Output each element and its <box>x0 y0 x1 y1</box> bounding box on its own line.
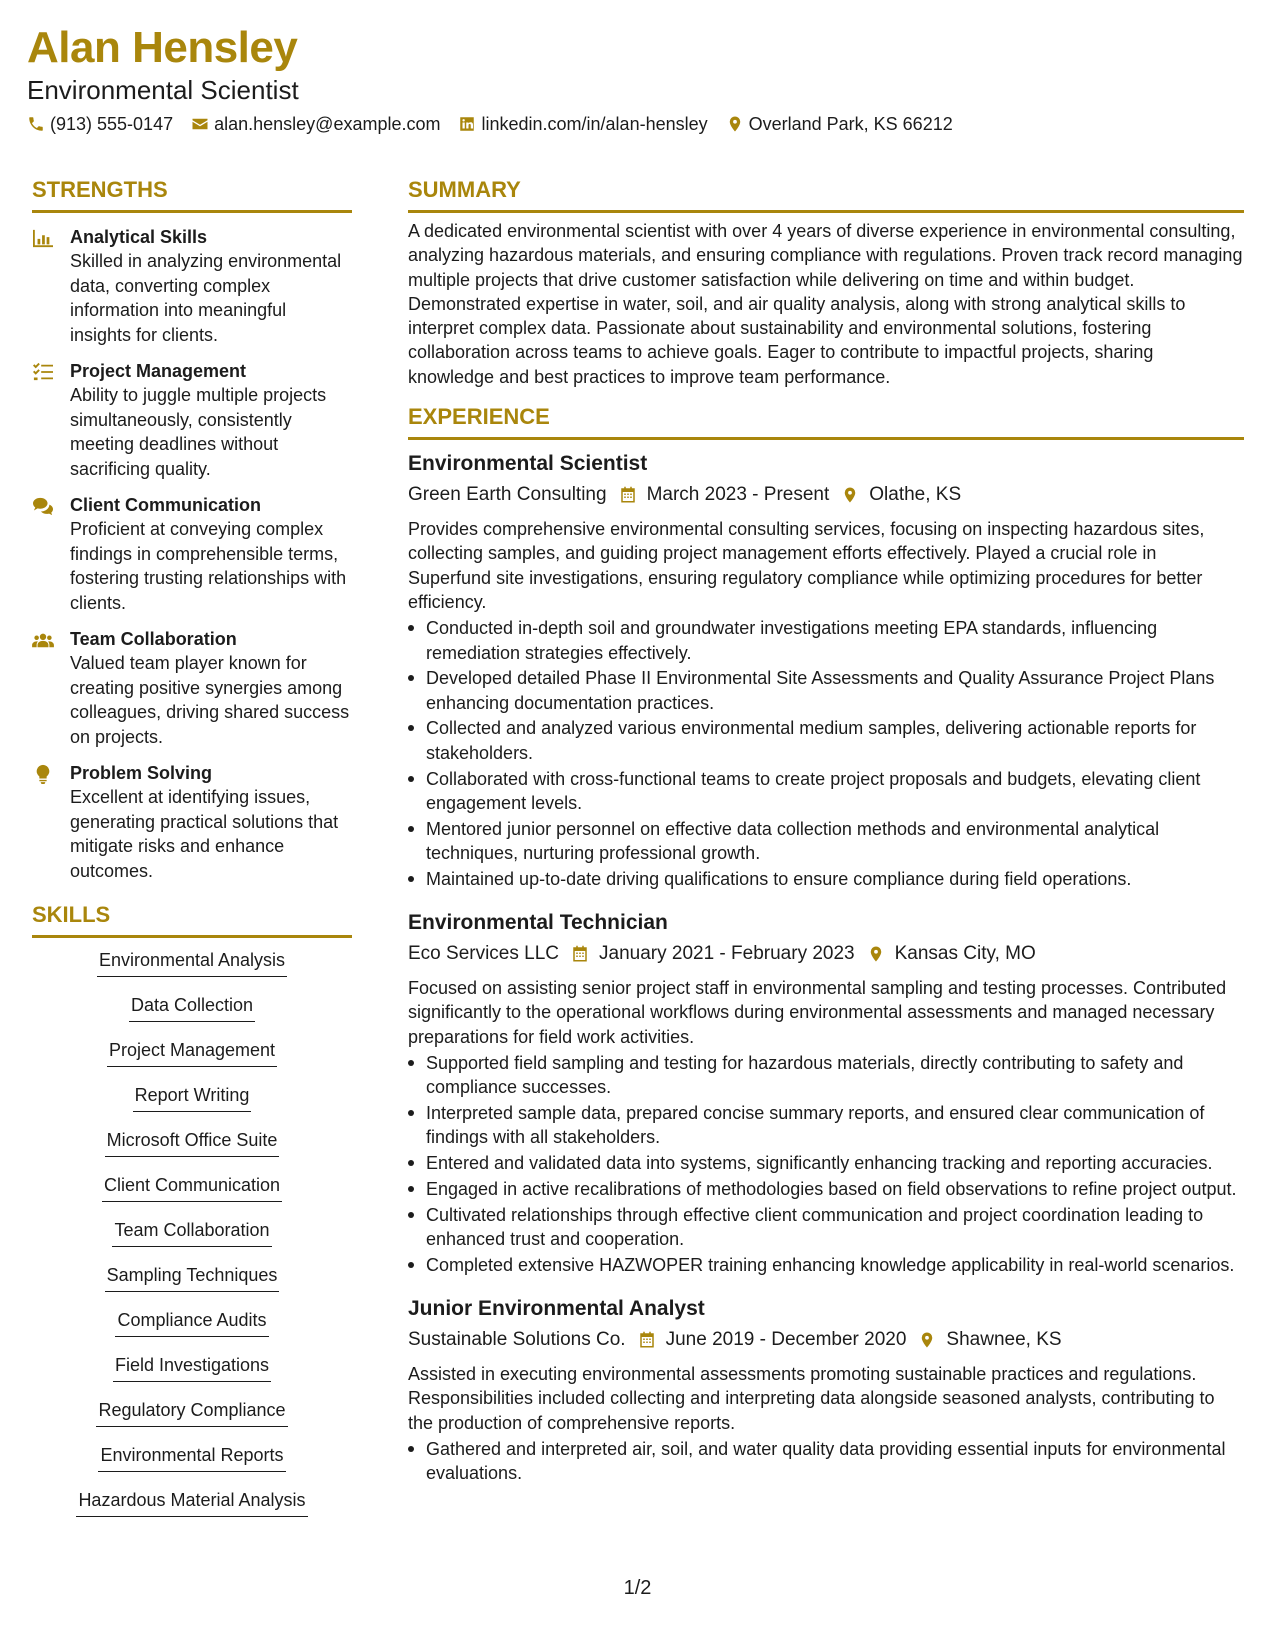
contact-bar <box>27 112 971 136</box>
skill-item <box>32 1443 352 1488</box>
skill-label: Regulatory Compliance <box>96 1398 287 1427</box>
calendar-icon <box>638 1331 656 1349</box>
bullet-item: Conducted in-depth soil and groundwater investigations meeting EPA standards, influencing remediation strategies effectively. <box>408 616 1244 665</box>
location-text: Overland Park, KS 66212 <box>748 114 953 134</box>
skill-label: Team Collaboration <box>112 1218 271 1247</box>
bullet-item: Completed extensive HAZWOPER training enhancing knowledge applicability in real-world scenarios. <box>408 1253 1244 1277</box>
job-dates: January 2021 - February 2023 <box>599 943 855 965</box>
envelope-icon <box>191 115 209 133</box>
bullet-item: Cultivated relationships through effective client communication and project coordination leading to enhanced trust and cooperation. <box>408 1203 1244 1252</box>
skill-item <box>32 948 352 993</box>
skill-item <box>32 1263 352 1308</box>
skill-item <box>32 1218 352 1263</box>
strength-item <box>32 359 352 481</box>
job-description: Assisted in executing environmental assessments promoting sustainable practices and regulations. Responsibilities included collecting and interpreting data alongside seasoned analysts, contributing to the production of comprehensive reports. <box>408 1364 1215 1433</box>
calendar-icon <box>571 945 589 963</box>
strength-title: Project Management <box>70 361 247 381</box>
contact-phone[interactable] <box>27 112 173 136</box>
experience-heading: EXPERIENCE <box>408 403 1244 440</box>
bullet-item: Supported field sampling and testing for hazardous materials, directly contributing to safety and compliance successes. <box>408 1051 1244 1100</box>
strength-item <box>32 225 352 347</box>
job-title: Environmental Scientist <box>408 452 648 476</box>
strength-title: Analytical Skills <box>70 227 208 247</box>
checklist-icon <box>32 362 54 382</box>
experience-section <box>408 403 1244 1486</box>
skill-item <box>32 1308 352 1353</box>
strength-desc: Ability to juggle multiple projects simultaneously, consistently meeting deadlines without sacrificing quality. <box>70 385 327 479</box>
chat-bubbles-icon <box>32 496 54 516</box>
calendar-icon <box>619 486 637 504</box>
job-entry <box>408 1295 1244 1485</box>
skill-label: Environmental Analysis <box>97 948 287 977</box>
bullet-item: Developed detailed Phase II Environmental Site Assessments and Quality Assurance Project Plans enhancing documentation practices. <box>408 666 1244 715</box>
skill-label: Report Writing <box>133 1083 252 1112</box>
job-company: Eco Services LLC <box>408 943 560 965</box>
linkedin-icon <box>458 115 476 133</box>
skills-section <box>32 901 352 1533</box>
skill-label: Project Management <box>107 1038 277 1067</box>
skill-label: Sampling Techniques <box>105 1263 280 1292</box>
skill-label: Compliance Audits <box>115 1308 268 1337</box>
strengths-heading: STRENGTHS <box>32 176 352 213</box>
strength-item <box>32 627 352 749</box>
strength-item <box>32 761 352 883</box>
job-description: Provides comprehensive environmental consulting services, focusing on inspecting hazardous sites, collecting samples, and guiding project management efforts effectively. Played a crucial role in Superfund site investigations, ensuring regulatory compliance while optimizing procedures for better efficiency. <box>408 519 1205 612</box>
skill-item <box>32 1398 352 1443</box>
job-location: Olathe, KS <box>869 484 962 506</box>
bullet-item: Gathered and interpreted air, soil, and water quality data providing essential inputs for environmental evaluations. <box>408 1437 1244 1486</box>
map-pin-icon <box>841 486 859 504</box>
job-dates: June 2019 - December 2020 <box>665 1329 907 1351</box>
right-column <box>408 176 1244 1487</box>
job-meta <box>408 1326 1244 1354</box>
strength-desc: Skilled in analyzing environmental data, converting complex information into meaningful insights for clients. <box>70 251 342 345</box>
skill-label: Hazardous Material Analysis <box>76 1488 307 1517</box>
job-entry <box>408 909 1244 1277</box>
strength-title: Problem Solving <box>70 763 213 783</box>
summary-heading: SUMMARY <box>408 176 1244 213</box>
skill-label: Environmental Reports <box>98 1443 285 1472</box>
job-entry <box>408 450 1244 891</box>
strength-desc: Valued team player known for creating positive synergies among colleagues, driving shared success on projects. <box>70 653 350 747</box>
skills-heading: SKILLS <box>32 901 352 938</box>
email-text: alan.hensley@example.com <box>214 114 441 134</box>
job-bullets <box>408 616 1244 891</box>
map-pin-icon <box>918 1331 936 1349</box>
candidate-name: Alan Hensley <box>27 23 298 72</box>
job-company: Green Earth Consulting <box>408 484 607 506</box>
lightbulb-icon <box>32 764 54 784</box>
skill-item <box>32 1173 352 1218</box>
job-company: Sustainable Solutions Co. <box>408 1329 626 1351</box>
strength-desc: Excellent at identifying issues, generating practical solutions that mitigate risks and enhance outcomes. <box>70 787 339 881</box>
job-description: Focused on assisting senior project staff in environmental sampling and testing processes. Contributed significantly to the operational workflows during environmental assessments and managed necessary preparations for field work activities. <box>408 978 1227 1047</box>
job-location: Shawnee, KS <box>946 1329 1062 1351</box>
strength-desc: Proficient at conveying complex findings in comprehensible terms, fostering trusting relationships with clients. <box>70 519 347 613</box>
phone-text: (913) 555-0147 <box>50 114 174 134</box>
candidate-title: Environmental Scientist <box>27 75 299 105</box>
job-title: Junior Environmental Analyst <box>408 1297 705 1321</box>
job-location: Kansas City, MO <box>894 943 1036 965</box>
bar-chart-icon <box>32 228 54 248</box>
users-icon <box>32 630 54 650</box>
job-meta <box>408 481 1244 509</box>
skill-label: Field Investigations <box>113 1353 271 1382</box>
skills-list <box>32 948 352 1533</box>
map-pin-icon <box>726 115 744 133</box>
skill-label: Data Collection <box>129 993 255 1022</box>
page-number: 1/2 <box>623 1577 652 1599</box>
job-dates: March 2023 - Present <box>646 484 830 506</box>
job-meta <box>408 940 1244 968</box>
job-bullets <box>408 1051 1244 1277</box>
skill-item <box>32 993 352 1038</box>
linkedin-text: linkedin.com/in/alan-hensley <box>481 114 708 134</box>
bullet-item: Entered and validated data into systems, significantly enhancing tracking and reporting accuracies. <box>408 1151 1244 1175</box>
skill-item <box>32 1353 352 1398</box>
bullet-item: Mentored junior personnel on effective data collection methods and environmental analytical techniques, nurturing professional growth. <box>408 817 1244 866</box>
contact-email[interactable] <box>191 112 440 136</box>
phone-icon <box>27 115 45 133</box>
bullet-item: Collaborated with cross-functional teams to create project proposals and budgets, elevating client engagement levels. <box>408 767 1244 816</box>
contact-linkedin[interactable] <box>458 112 707 136</box>
job-bullets <box>408 1437 1244 1486</box>
skill-item <box>32 1128 352 1173</box>
skill-label: Microsoft Office Suite <box>105 1128 280 1157</box>
strength-title: Team Collaboration <box>70 629 237 649</box>
bullet-item: Interpreted sample data, prepared concise summary reports, and ensured clear communication of findings with all stakeholders. <box>408 1101 1244 1150</box>
bullet-item: Collected and analyzed various environmental medium samples, delivering actionable reports for stakeholders. <box>408 716 1244 765</box>
left-column <box>32 176 352 1533</box>
bullet-item: Engaged in active recalibrations of methodologies based on field observations to refine project output. <box>408 1177 1244 1201</box>
contact-location <box>726 112 953 136</box>
strength-item <box>32 493 352 615</box>
skill-item <box>32 1038 352 1083</box>
map-pin-icon <box>867 945 885 963</box>
summary-text: A dedicated environmental scientist with over 4 years of diverse experience in environmental consulting, analyzing hazardous materials, and ensuring compliance with regulations. Proven track record managing multiple projects that drive customer satisfaction while delivering on time and within budget. Demonstrated expertise in water, soil, and air quality analysis, along with strong analytical skills to interpret complex data. Passionate about sustainability and environmental solutions, fostering collaboration across teams to achieve goals. Eager to contribute to impactful projects, sharing knowledge and best practices to improve team performance. <box>408 221 1243 387</box>
bullet-item: Maintained up-to-date driving qualifications to ensure compliance during field operations. <box>408 867 1244 891</box>
strength-title: Client Communication <box>70 495 262 515</box>
skill-item <box>32 1488 352 1533</box>
skill-label: Client Communication <box>102 1173 282 1202</box>
job-title: Environmental Technician <box>408 911 668 935</box>
skill-item <box>32 1083 352 1128</box>
